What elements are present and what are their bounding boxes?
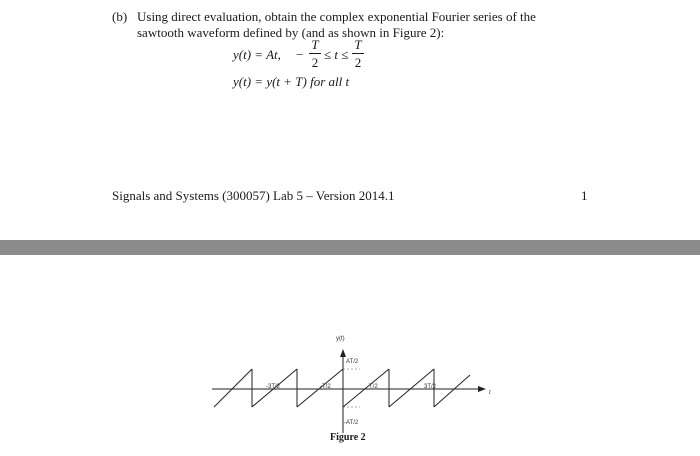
ramp-4 xyxy=(343,369,389,407)
tick-label-neg-T-2: -T/2 xyxy=(320,384,331,390)
fraction-right-bar xyxy=(352,53,364,54)
figure-caption: Figure 2 xyxy=(330,432,366,443)
equation-2: y(t) = y(t + T) for all t xyxy=(233,74,350,89)
document-page-2 xyxy=(0,255,700,456)
equation-1-minus: − xyxy=(296,47,304,62)
problem-text-line-1: Using direct evaluation, obtain the complex exponential Fourier series of the xyxy=(137,9,536,24)
top-value-label: AT/2 xyxy=(346,359,359,365)
problem-label: (b) xyxy=(112,9,128,24)
fraction-left-bar xyxy=(309,53,321,54)
equation-1-lhs: y(t) = At, xyxy=(233,47,281,62)
fraction-left-denominator: 2 xyxy=(311,55,319,70)
level-guides xyxy=(343,369,360,407)
tick-label-T-2: T/2 xyxy=(369,384,378,390)
tick-label-3T-2: 3T/2 xyxy=(424,384,437,390)
fraction-left-numerator: T xyxy=(311,37,319,52)
ramp-6 xyxy=(434,375,470,407)
footer-title: Signals and Systems (300057) Lab 5 – Version 2014.1 xyxy=(112,188,395,203)
bottom-value-label: -AT/2 xyxy=(344,420,359,426)
footer-page-number: 1 xyxy=(581,188,588,203)
ramp-1 xyxy=(214,369,252,407)
fraction-right-numerator: T xyxy=(354,37,362,52)
tick-label-neg-3T-2: -3T/2 xyxy=(266,384,281,390)
x-axis-label: t xyxy=(489,390,491,396)
y-axis-label: y(t) xyxy=(336,336,345,342)
fraction-right-denominator: 2 xyxy=(354,55,362,70)
problem-text-line-2: sawtooth waveform defined by (and as shown in Figure 2): xyxy=(137,25,445,40)
x-axis-arrow xyxy=(478,386,486,392)
equation-1-middle: ≤ t ≤ xyxy=(324,47,349,62)
y-axis-arrow xyxy=(340,349,346,357)
